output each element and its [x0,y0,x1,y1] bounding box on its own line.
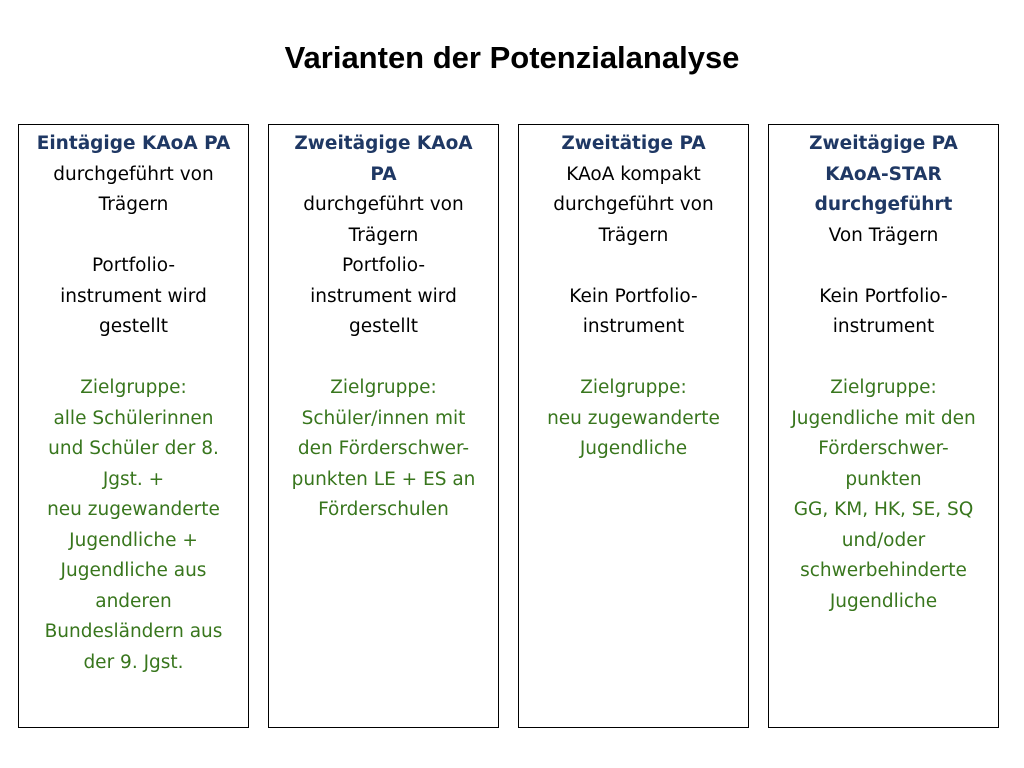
target-group-text: Schüler/innen mit [301,407,466,429]
portfolio-text: instrument wird [310,285,457,307]
variant-heading: durchgeführt [814,194,953,215]
portfolio-text: instrument wird [60,285,207,307]
target-group-text: Jugendliche mit den [791,407,976,429]
variant-box-zweitaegig [268,124,499,728]
provider-text: durchgeführt von [53,163,214,185]
variant-heading: Zweitägige PA [809,133,958,154]
target-group-label: Zielgruppe: [80,377,187,398]
target-group-text: Förderschwer- [818,438,949,459]
provider-text: KAoA kompakt [566,163,701,185]
variant-heading: KAoA-STAR [825,163,942,185]
provider-text: durchgeführt von [303,194,464,215]
target-group-text: Förderschulen [318,499,449,520]
portfolio-text: Kein Portfolio- [569,285,698,307]
portfolio-text: instrument [832,316,935,337]
target-group-text: GG, KM, HK, SE, SQ [793,499,974,520]
target-group-text: der 9. Jgst. [83,651,184,673]
variant-box-star [768,124,999,728]
provider-text: Trägern [598,224,669,246]
target-group-text: Jugendliche + [69,529,198,551]
portfolio-text: gestellt [99,316,168,337]
target-group-label: Zielgruppe: [580,377,687,398]
variant-heading: PA [370,163,397,185]
slide-title: Varianten der Potenzialanalyse [284,40,740,75]
provider-text: Trägern [98,194,169,215]
target-group-text: und/oder [841,529,926,551]
variant-heading: Zweitätige PA [561,133,706,154]
target-group-text: alle Schülerinnen [53,407,214,429]
target-group-text: Jugendliche aus [60,560,207,581]
target-group-text: Jgst. + [102,468,165,490]
target-group-text: anderen [95,590,172,612]
provider-text: durchgeführt von [553,194,714,215]
target-group-text: Jugendliche [829,590,938,612]
target-group-text: und Schüler der 8. [48,438,219,459]
portfolio-text: instrument [582,316,685,337]
target-group-label: Zielgruppe: [330,377,437,398]
target-group-text: neu zugewanderte [47,499,220,520]
variant-box-kompakt [518,124,749,728]
target-group-label: Zielgruppe: [830,377,937,398]
target-group-text: punkten LE + ES an [291,468,476,490]
variant-box-eintaegig [18,124,249,728]
provider-text: Von Trägern [828,224,939,246]
target-group-text: Jugendliche [579,438,688,459]
variant-heading: Eintägige KAoA PA [36,133,231,154]
portfolio-text: gestellt [349,316,418,337]
portfolio-text: Portfolio- [91,255,176,276]
provider-text: Trägern [348,224,419,246]
portfolio-text: Portfolio- [341,255,426,276]
target-group-text: neu zugewanderte [547,407,720,429]
target-group-text: den Förderschwer- [297,438,470,459]
variant-heading: Zweitägige KAoA [294,133,473,154]
portfolio-text: Kein Portfolio- [819,285,948,307]
target-group-text: schwerbehinderte [800,560,967,581]
target-group-text: punkten [845,468,922,490]
target-group-text: Bundesländern aus [44,621,223,642]
